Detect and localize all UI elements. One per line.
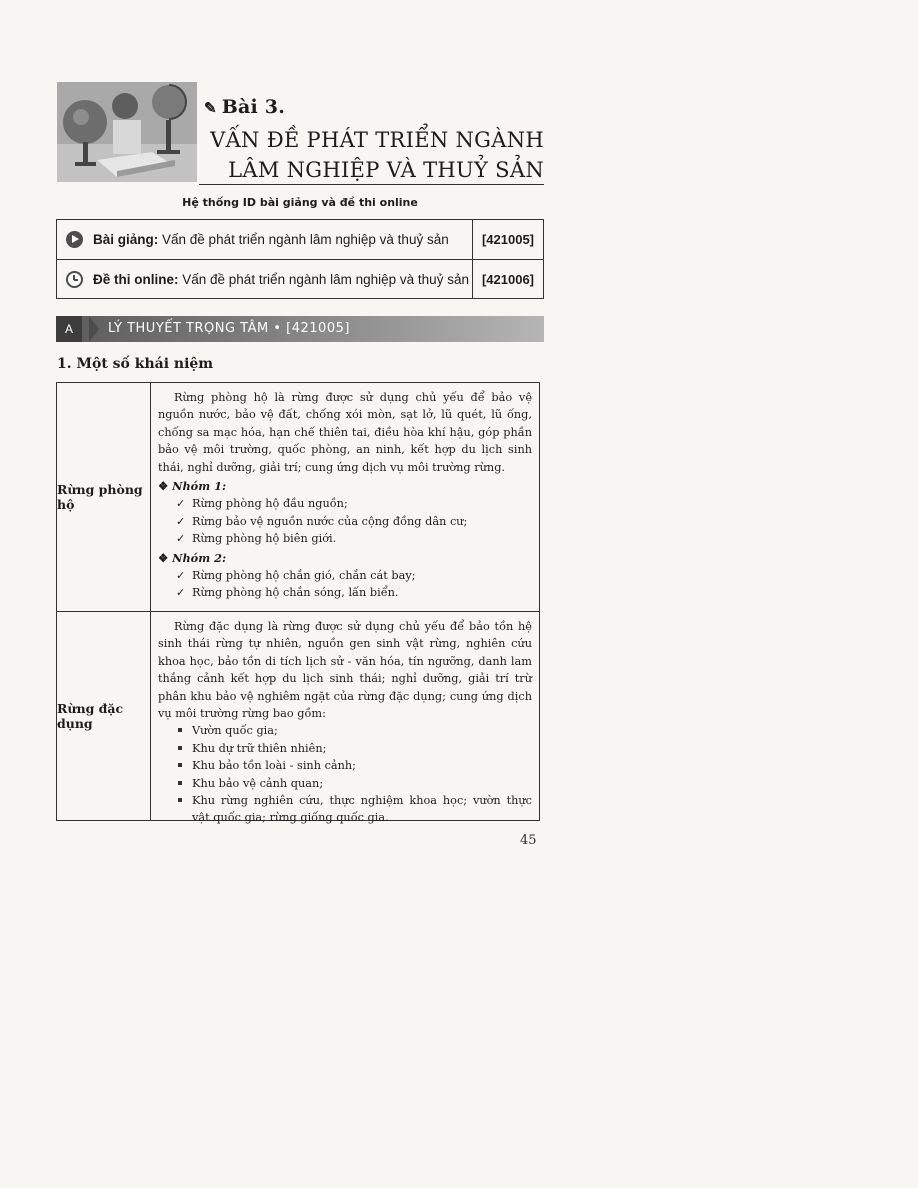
online-exam-text bbox=[93, 272, 472, 287]
definition-text: Rừng phòng hộ là rừng được sử dụng chủ yếu để bảo vệ nguồn nước, bảo vệ đất, chống xói mòn, sạt lở, lũ quét, lũ ống, chống sa mạc hóa, hạn chế thiên tai, điều hòa khí hậu, góp phần bảo vệ môi trường, quốc phòng, an ninh, kết hợp du lịch sinh thái, nghỉ dưỡng, giải trí; cung ứng dịch vụ môi trường rừng. bbox=[158, 391, 532, 474]
list-item: Khu dự trữ thiên nhiên; bbox=[176, 740, 532, 757]
lecture-title: Vấn đề phát triển ngành lâm nghiệp và thuỷ sản bbox=[158, 232, 449, 247]
online-exam-code: [421006] bbox=[472, 260, 543, 299]
lecture-label: Bài giảng: bbox=[93, 232, 159, 247]
term-cell: Rừng đặc dụng bbox=[57, 612, 151, 820]
pen-icon: ✎ bbox=[204, 99, 217, 117]
online-exam-title: Vấn đề phát triển ngành lâm nghiệp và thuỷ sản bbox=[178, 272, 469, 287]
table-row bbox=[57, 383, 539, 612]
group-title: Nhóm 1: bbox=[172, 479, 227, 494]
lesson-title-line2: LÂM NGHIỆP VÀ THUỶ SẢN bbox=[228, 158, 544, 182]
group-heading bbox=[158, 478, 532, 495]
subheading: 1. Một số khái niệm bbox=[57, 356, 214, 372]
definition-cell bbox=[158, 618, 532, 827]
list-item: Khu rừng nghiên cứu, thực nghiệm khoa học; vườn thực vật quốc gia; rừng giống quốc gia. bbox=[176, 792, 532, 827]
list-item: Khu bảo tồn loài - sinh cảnh; bbox=[176, 757, 532, 774]
term-cell: Rừng phòng hộ bbox=[57, 383, 151, 611]
definition-text: Rừng đặc dụng là rừng được sử dụng chủ yếu để bảo tồn hệ sinh thái rừng tự nhiên, nguồn gen sinh vật rừng, nghiên cứu khoa học, bảo tồn di tích lịch sử - văn hóa, tín ngưỡng, danh lam thắng cảnh kết hợp du lịch sinh thái; nghỉ dưỡng, giải trí trừ phân khu bảo vệ nghiêm ngặt của rừng đặc dụng; cung ứng dịch vụ môi trường rừng bao gồm: bbox=[158, 620, 532, 721]
diamond-bullet-icon: ❖ bbox=[158, 479, 169, 494]
list-item: ✓ Rừng phòng hộ chắn gió, chắn cát bay; bbox=[176, 567, 532, 584]
section-title: LÝ THUYẾT TRỌNG TÂM • [421005] bbox=[108, 321, 350, 336]
play-icon bbox=[66, 231, 83, 248]
lecture-code: [421005] bbox=[472, 220, 543, 259]
lesson-title-line1: VẤN ĐỀ PHÁT TRIỂN NGÀNH bbox=[210, 128, 544, 152]
diamond-bullet-icon: ❖ bbox=[158, 550, 169, 565]
list-item: ✓ Rừng phòng hộ biên giới. bbox=[176, 530, 532, 547]
list-item: ✓ Rừng phòng hộ chắn sóng, lấn biển. bbox=[176, 584, 532, 601]
header-divider bbox=[199, 184, 544, 185]
definition-cell bbox=[158, 389, 532, 602]
clock-icon bbox=[66, 271, 83, 288]
list-item: ✓ Rừng phòng hộ đầu nguồn; bbox=[176, 495, 532, 512]
online-exam-row[interactable] bbox=[57, 260, 543, 299]
globes-photo bbox=[57, 82, 197, 182]
lecture-text bbox=[93, 232, 472, 247]
list-item: ✓ Rừng bảo vệ nguồn nước của cộng đồng dân cư; bbox=[176, 513, 532, 530]
group-list bbox=[158, 495, 532, 547]
group-title: Nhóm 2: bbox=[172, 550, 227, 565]
group-heading bbox=[158, 550, 532, 567]
section-letter: A bbox=[56, 316, 82, 342]
group-list bbox=[158, 567, 532, 602]
list-item: Khu bảo vệ cảnh quan; bbox=[176, 775, 532, 792]
concepts-table bbox=[56, 382, 540, 825]
id-system-heading: Hệ thống ID bài giảng và đề thi online bbox=[182, 196, 418, 209]
section-arrow-icon bbox=[89, 316, 99, 342]
item-list bbox=[158, 722, 532, 826]
table-row bbox=[57, 612, 539, 825]
lesson-number-text: Bài 3. bbox=[221, 96, 286, 118]
lesson-number bbox=[204, 96, 285, 118]
lecture-row[interactable] bbox=[57, 220, 543, 260]
list-item: Vườn quốc gia; bbox=[176, 722, 532, 739]
page-number: 45 bbox=[520, 833, 537, 848]
id-system-table bbox=[56, 219, 544, 299]
section-header-bar bbox=[56, 316, 544, 342]
online-exam-label: Đề thi online: bbox=[93, 272, 179, 287]
